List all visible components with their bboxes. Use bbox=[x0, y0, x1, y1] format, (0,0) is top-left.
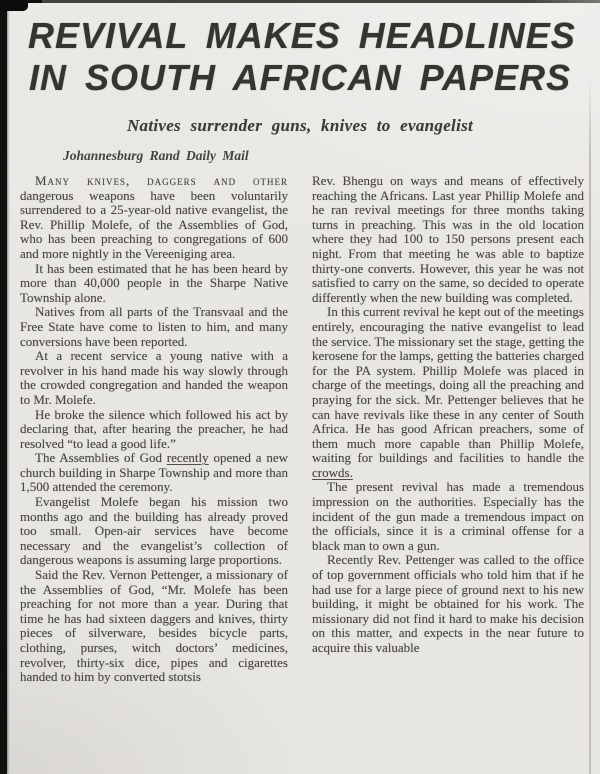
paragraph bbox=[20, 174, 288, 262]
underlined-word: recently bbox=[166, 450, 209, 466]
paragraph: He broke the silence which followed his act by declaring that, after hearing the preacher, he had resolved “to lead a good life.” bbox=[20, 406, 288, 451]
paragraph: Said the Rev. Vernon Pettenger, a missionary of the Assemblies of God, “Mr. Molefe has been preaching for not more than a year. During that time he has had sixteen daggers and knives, thirty pieces of silverware, besides bicycle parts, clothing, purses, witch doctors’ medicines, revolver, thirty-six dice, pipes and cigarettes handed to him by converted stotsis bbox=[20, 567, 288, 685]
paragraph: It has been estimated that he has been heard by more than 40,000 people in the Sharpe Native Township alone. bbox=[20, 260, 288, 305]
lead-in-phrase: Many knives, daggers and other bbox=[35, 173, 288, 188]
paper-fold-line bbox=[589, 76, 591, 774]
paragraph-text: opened a new church building in Sharpe Township and more than 1,500 attended the ceremony. bbox=[20, 450, 288, 495]
paragraph: Evangelist Molefe began his mission two months ago and the building has already proved too small. Open-air services have become necessary and the evangelist’s collection of dangerous weapons is assuming large proportions. bbox=[20, 494, 288, 568]
headline-line-2: IN SOUTH AFRICAN PAPERS bbox=[28, 57, 572, 98]
left-column bbox=[20, 174, 288, 685]
right-column bbox=[312, 174, 584, 685]
masthead bbox=[0, 15, 600, 164]
byline: Johannesburg Rand Daily Mail bbox=[63, 148, 249, 163]
subhead: Natives surrender guns, knives to evangelist bbox=[126, 116, 474, 135]
headline-line-1: REVIVAL MAKES HEADLINES bbox=[28, 15, 576, 56]
paragraph: Recently Rev. Pettenger was called to the office of top government officials who told him that if he had use for a large piece of ground next to his new building, it might be obtained for his work. The missionary did not find it hard to make his decision on this matter, and expects in the near future to acquire this valuable bbox=[312, 552, 584, 655]
paragraph: Natives from all parts of the Transvaal and the Free State have come to listen to him, and many conversions have been reported. bbox=[20, 304, 288, 349]
scan-corner-mark bbox=[0, 0, 28, 11]
paragraph: The present revival has made a tremendous impression on the authorities. Especially has the incident of the gun made a tremendous impact on the officials, since it is a criminal offense for a black man to own a gun. bbox=[312, 479, 584, 553]
headline bbox=[28, 15, 576, 99]
paragraph bbox=[312, 305, 584, 480]
paragraph bbox=[20, 451, 288, 495]
paragraph-text: dangerous weapons have been voluntarily surrendered to a 25-year-old native evangelist, the Rev. Phillip Molefe, of the Assemblies of God, who has been preaching to congregations of 600 and more nightly in the Vereeniging area. bbox=[20, 187, 288, 261]
article-body bbox=[0, 164, 600, 685]
scan-edge-left bbox=[0, 0, 7, 774]
underlined-word: crowds. bbox=[312, 464, 353, 480]
paragraph: Rev. Bhengu on ways and means of effectively reaching the Africans. Last year Phillip Molefe and he ran revival meetings for three months taking turns in preaching. This was in the old location where they had 100 to 150 persons present each night. From that meeting he was able to baptize thirty-one converts. However, this year he was not satisfied to carry on the same, so decided to operate differently when the new building was completed. bbox=[312, 173, 584, 305]
paragraph: At a recent service a young native with a revolver in his hand made his way slowly through the crowded congregation and handed the weapon to Mr. Molefe. bbox=[20, 348, 288, 407]
paragraph-text: In this current revival he kept out of the meetings entirely, encouraging the native evangelist to lead the service. The missionary set the stage, getting the kerosene for the lamps, getting the batteries charged for the PA system. Phillip Molefe was placed in charge of the meetings, doing all the preaching and praying for the sick. Mr. Pettenger believes that he can have revivals like these in any center of South Africa. He has good African preachers, some of them much more capable than Phillip Molefe, waiting for buildings and facilities to handle the bbox=[312, 304, 584, 466]
scan-edge-top bbox=[0, 0, 600, 3]
paragraph-text: The Assemblies of God bbox=[35, 450, 167, 466]
